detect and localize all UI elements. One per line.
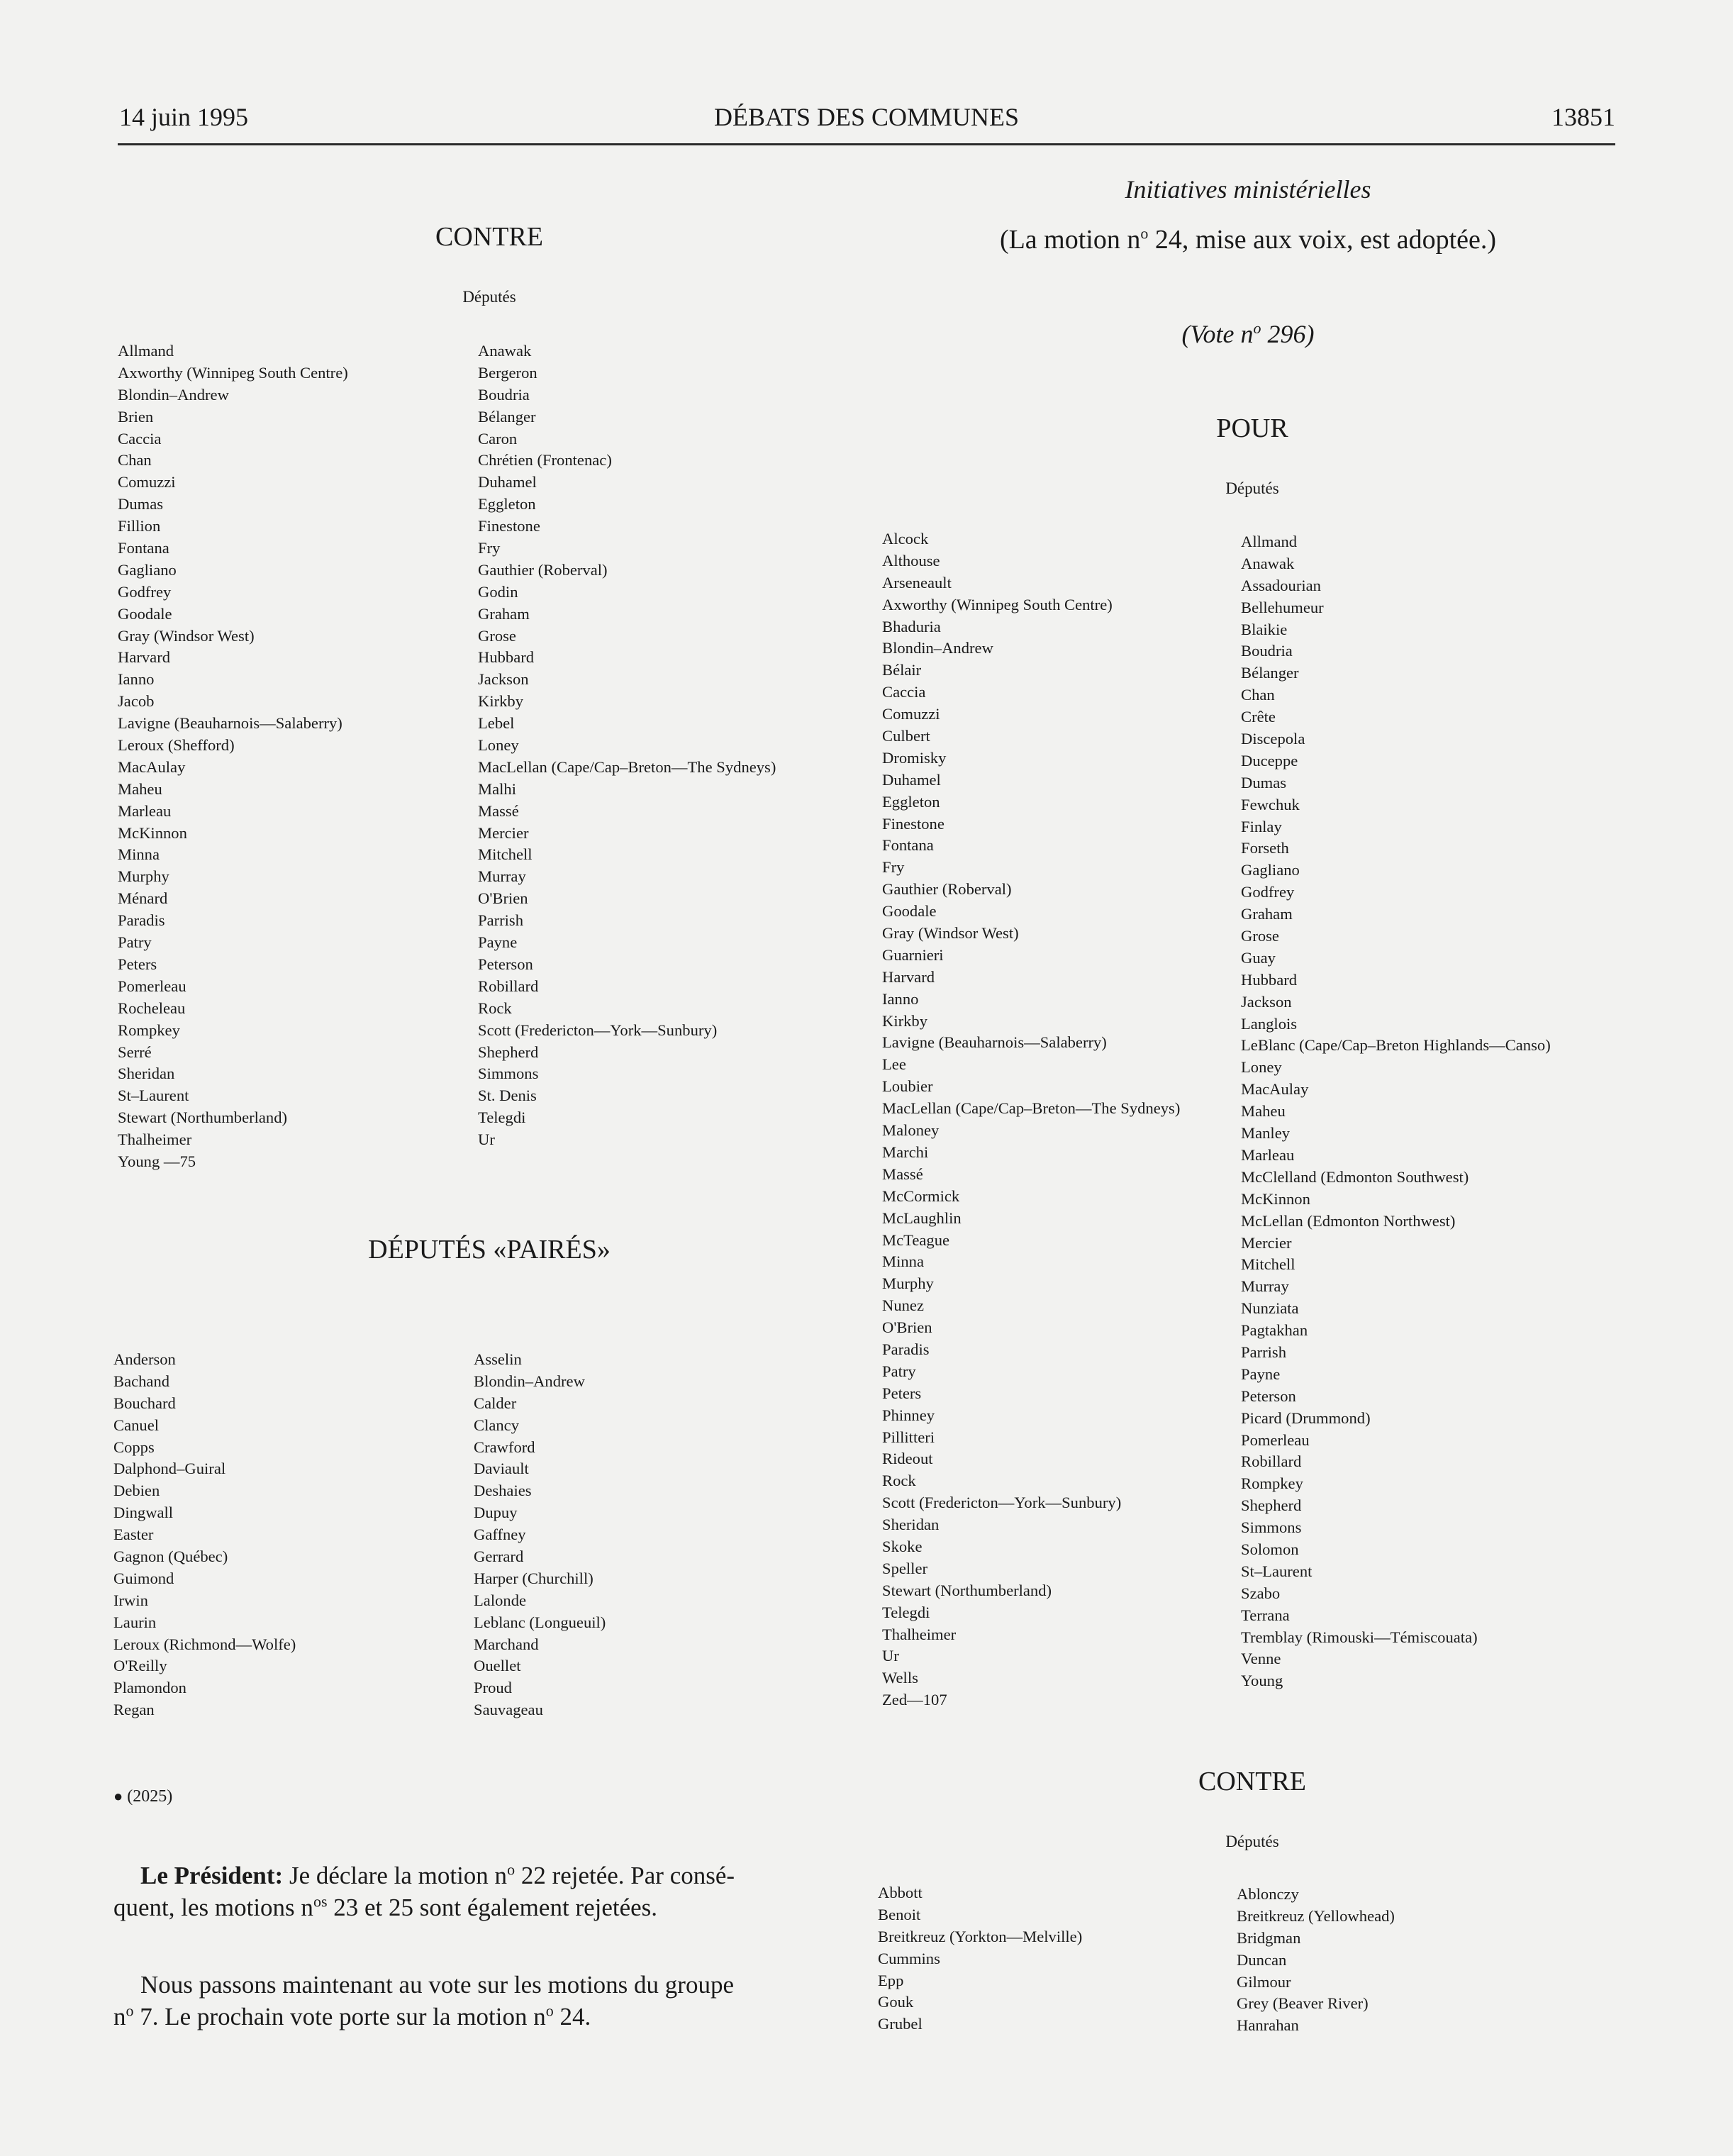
member-name: Bhaduria [882,617,941,635]
member-name: Debien [113,1482,160,1500]
member-name: Mitchell [1241,1255,1295,1274]
member-name: Rocheleau [118,999,186,1017]
president-text: Nous passons maintenant au vote sur les motions du groupe [140,1971,734,1999]
member-name: Chan [1241,686,1275,704]
member-name: Loney [478,736,519,755]
page-date: 14 juin 1995 [119,103,249,131]
member-name: Duhamel [882,770,941,789]
member-name: Harvard [118,648,171,667]
member-name: Young [1241,1672,1283,1690]
contre-subheading: Députés [462,288,516,306]
member-name: Ouellet [474,1657,521,1675]
member-name: Mercier [478,823,529,842]
member-name: Leblanc (Longueuil) [474,1613,606,1631]
member-name: Shepherd [478,1043,539,1061]
member-name: Jackson [1241,992,1292,1011]
member-name: O'Brien [478,889,528,908]
member-name: Comuzzi [118,473,176,491]
member-name: Ur [882,1647,899,1665]
contre-list-col2 [478,340,776,1151]
member-name: Caccia [118,429,162,448]
member-name: Chan [118,451,152,469]
member-name: Irwin [113,1591,148,1609]
member-name: Deshaies [474,1482,532,1500]
member-name: Boudria [478,385,530,404]
member-name: Minna [882,1252,924,1271]
president-text: 7. Le prochain vote porte sur la motion n [133,2003,546,2030]
member-name: Murphy [882,1274,934,1293]
right-contre-list-col1 [878,1882,1082,2035]
member-name: Rock [478,999,512,1017]
member-name: Goodale [118,604,172,623]
member-name: Scott (Fredericton—York—Sunbury) [478,1021,718,1039]
member-name: Young —75 [118,1152,196,1170]
pour-list-col1 [882,528,1180,1711]
member-name: Ur [478,1130,495,1149]
member-name: Peterson [478,955,533,973]
member-name: Rompkey [1241,1474,1303,1493]
member-name: Bouchard [113,1394,176,1412]
vote-text: 296) [1261,320,1315,348]
member-name: St–Laurent [118,1087,189,1105]
member-name: St–Laurent [1241,1562,1313,1580]
member-name: Gouk [878,1993,914,2011]
member-name: Sheridan [882,1516,940,1534]
vote-text: (Vote n [1181,320,1254,348]
member-name: Finestone [478,517,540,535]
president-text: Je déclare la motion n [289,1862,508,1889]
member-name: Dupuy [474,1504,518,1522]
member-name: Godin [478,582,518,601]
member-name: Lalonde [474,1591,527,1609]
member-name: Patry [118,933,152,952]
member-name: Discepola [1241,730,1305,748]
superscript: o [1140,224,1149,243]
member-name: Bélair [882,661,922,679]
member-name: Pomerleau [118,977,186,995]
member-name: Kirkby [882,1011,928,1030]
president-paragraph-1 [113,1860,851,1923]
member-name: Parrish [1241,1343,1287,1361]
member-name: Szabo [1241,1584,1281,1602]
member-name: Serré [118,1043,152,1061]
member-name: McLaughlin [882,1208,962,1227]
member-name: Guay [1241,948,1276,967]
member-name: Alcock [882,530,929,548]
member-name: Chrétien (Frontenac) [478,451,612,469]
member-name: Speller [882,1559,927,1577]
member-name: Telegdi [478,1108,526,1127]
member-name: Bélanger [478,407,536,426]
member-name: Ménard [118,889,168,908]
member-name: Gagliano [1241,861,1300,879]
member-name: Marleau [118,801,172,820]
member-name: Pagtakhan [1241,1321,1308,1340]
superscript: o [545,2001,554,2020]
member-name: Shepherd [1241,1496,1302,1515]
member-name: Finestone [882,814,944,833]
superscript: o [1253,319,1261,337]
member-name: Eggleton [478,495,536,513]
member-name: Anawak [478,342,532,360]
member-name: Murray [1241,1277,1289,1296]
member-name: Grey (Beaver River) [1237,1994,1369,2013]
paires-list-col2 [474,1349,606,1721]
member-name: Peterson [1241,1387,1296,1405]
member-name: Marchi [882,1143,929,1161]
member-name: Dingwall [113,1504,174,1522]
member-name: Eggleton [882,792,940,811]
member-name: Lebel [478,714,515,733]
member-name: Sauvageau [474,1701,543,1719]
member-name: Caron [478,429,518,448]
bullet-icon: ● [113,1787,123,1805]
member-name: Caccia [882,683,926,701]
section-title: Initiatives ministérielles [1125,175,1371,204]
member-name: Dumas [118,495,164,513]
member-name: Gauthier (Roberval) [882,880,1012,899]
member-name: McKinnon [1241,1189,1310,1208]
member-name: Patry [882,1362,916,1380]
superscript: o [126,2001,134,2020]
president-text: quent, les motions n [113,1894,313,1921]
member-name: Gagliano [118,560,177,579]
member-name: Goodale [882,902,937,921]
member-name: Hubbard [478,648,535,667]
member-name: Telegdi [882,1603,930,1621]
member-name: Hubbard [1241,970,1298,989]
member-name: Murphy [118,867,169,886]
member-name: Dumas [1241,773,1287,791]
member-name: Tremblay (Rimouski—Témiscouata) [1241,1628,1478,1646]
member-name: Godfrey [1241,883,1295,901]
member-name: Gray (Windsor West) [118,626,255,645]
member-name: Maheu [1241,1102,1286,1121]
member-name: Fillion [118,517,161,535]
member-name: Mercier [1241,1233,1292,1252]
member-name: MacLellan (Cape/Cap–Breton—The Sydneys) [882,1099,1181,1118]
member-name: O'Brien [882,1318,932,1337]
member-name: Jackson [478,670,529,689]
member-name: Maheu [118,779,162,798]
member-name: Marleau [1241,1145,1295,1164]
president-text: n [113,2003,126,2030]
member-name: Venne [1241,1650,1281,1668]
member-name: Crawford [474,1438,535,1456]
member-name: Assadourian [1241,576,1321,594]
member-name: Parrish [478,911,524,930]
member-name: Paradis [118,911,165,930]
member-name: Fewchuk [1241,795,1300,813]
member-name: Fry [882,858,905,877]
member-name: Cummins [878,1949,940,1967]
member-name: Leroux (Shefford) [118,736,235,755]
right-contre-heading: CONTRE [1198,1767,1306,1796]
member-name: Leroux (Richmond—Wolfe) [113,1635,296,1653]
member-name: Axworthy (Winnipeg South Centre) [882,595,1113,613]
member-name: Blondin–Andrew [882,639,993,657]
member-name: McKinnon [118,823,187,842]
member-name: Lee [882,1055,906,1074]
member-name: Canuel [113,1416,159,1434]
member-name: Guimond [113,1569,174,1587]
member-name: Bélanger [1241,664,1299,682]
member-name: Epp [878,1971,904,1989]
member-name: Blaikie [1241,620,1288,638]
member-name: Peters [118,955,157,973]
member-name: Laurin [113,1613,157,1631]
member-name: Minna [118,845,160,864]
member-name: McTeague [882,1230,950,1249]
member-name: Malhi [478,779,516,798]
member-name: MacAulay [1241,1080,1309,1099]
member-name: Marchand [474,1635,539,1653]
member-name: Scott (Fredericton—York—Sunbury) [882,1494,1122,1512]
contre-list-col1 [118,340,348,1173]
member-name: Pillitteri [882,1428,935,1446]
member-name: Ianno [118,670,155,689]
member-name: Regan [113,1701,155,1719]
member-name: Fontana [882,836,934,855]
member-name: MacLellan (Cape/Cap–Breton—The Sydneys) [478,757,776,776]
member-name: Skoke [882,1537,923,1555]
member-name: Ianno [882,989,919,1008]
member-name: Gagnon (Québec) [113,1547,228,1566]
member-name: Lavigne (Beauharnois—Salaberry) [882,1033,1107,1052]
member-name: Bachand [113,1372,170,1390]
member-name: Stewart (Northumberland) [118,1108,288,1127]
pour-heading: POUR [1216,413,1288,443]
member-name: Mitchell [478,845,533,864]
contre-heading: CONTRE [435,222,543,252]
member-name: Comuzzi [882,705,940,723]
member-name: Rompkey [118,1021,180,1039]
timestamp [113,1787,172,1806]
member-name: Daviault [474,1460,529,1478]
member-name: Loubier [882,1077,933,1096]
member-name: Godfrey [118,582,172,601]
member-name: Gray (Windsor West) [882,924,1019,943]
member-name: Duhamel [478,473,537,491]
member-name: Massé [478,801,519,820]
member-name: Zed—107 [882,1691,947,1709]
member-name: Nunez [882,1296,924,1315]
member-name: Phinney [882,1406,935,1424]
member-name: Boudria [1241,642,1293,660]
member-name: Calder [474,1394,517,1412]
member-name: Peters [882,1384,922,1402]
right-contre-subheading: Députés [1225,1833,1279,1850]
member-name: St. Denis [478,1087,537,1105]
member-name: Bridgman [1237,1928,1301,1947]
member-name: Thalheimer [118,1130,192,1149]
member-name: Anderson [113,1350,176,1368]
member-name: Paradis [882,1340,930,1358]
member-name: Fontana [118,539,169,557]
member-name: Axworthy (Winnipeg South Centre) [118,363,348,382]
member-name: Robillard [478,977,539,995]
member-name: Crête [1241,708,1276,726]
member-name: Picard (Drummond) [1241,1408,1371,1427]
member-name: Guarnieri [882,945,944,964]
member-name: Gerrard [474,1547,524,1566]
member-name: Harvard [882,967,935,986]
timestamp-text: (2025) [127,1787,173,1806]
member-name: Allmand [118,342,174,360]
member-name: Harper (Churchill) [474,1569,594,1587]
motion-text: (La motion n [999,225,1141,255]
paires-heading: DÉPUTÉS «PAIRÉS» [368,1235,611,1265]
member-name: Loney [1241,1058,1282,1077]
superscript: os [313,1892,328,1911]
member-name: Wells [882,1669,918,1687]
member-name: Rock [882,1472,916,1490]
member-name: McClelland (Edmonton Southwest) [1241,1167,1469,1186]
member-name: Clancy [474,1416,519,1434]
member-name: Payne [478,933,518,952]
member-name: Duncan [1237,1950,1287,1969]
member-name: Sheridan [118,1065,175,1083]
member-name: Nunziata [1241,1299,1299,1318]
member-name: Massé [882,1165,923,1183]
vote-number [879,319,1617,349]
member-name: Lavigne (Beauharnois—Salaberry) [118,714,342,733]
member-name: Graham [478,604,530,623]
page-number: 13851 [1551,103,1615,131]
president-paragraph-2 [113,1969,851,2033]
superscript: o [507,1860,516,1879]
member-name: Finlay [1241,817,1282,835]
header-rule [118,143,1615,145]
member-name: Payne [1241,1365,1281,1383]
member-name: Bergeron [478,363,537,382]
member-name: Simmons [1241,1518,1302,1537]
member-name: McCormick [882,1187,960,1205]
speaker-label: Le Président: [140,1862,284,1889]
member-name: Breitkreuz (Yorkton—Melville) [878,1927,1083,1945]
member-name: Solomon [1241,1540,1299,1558]
pour-list-col2 [1241,531,1551,1692]
member-name: Ablonczy [1237,1885,1299,1903]
member-name: LeBlanc (Cape/Cap–Breton Highlands—Canso) [1241,1036,1551,1055]
member-name: Forseth [1241,839,1289,857]
member-name: Dromisky [882,748,947,767]
member-name: Hanrahan [1237,2016,1299,2035]
member-name: Bellehumeur [1241,598,1324,616]
member-name: Gilmour [1237,1972,1291,1991]
member-name: Grubel [878,2015,923,2033]
member-name: Simmons [478,1065,539,1083]
member-name: Blondin–Andrew [474,1372,585,1390]
motion-result [879,224,1617,255]
member-name: Althouse [882,551,940,569]
page-title: DÉBATS DES COMMUNES [713,103,1020,131]
member-name: Terrana [1241,1606,1290,1624]
member-name: Rideout [882,1450,933,1468]
member-name: McLellan (Edmonton Northwest) [1241,1211,1456,1230]
member-name: Copps [113,1438,155,1456]
member-name: Benoit [878,1905,921,1923]
member-name: Allmand [1241,533,1298,550]
member-name: O'Reilly [113,1657,167,1675]
member-name: Robillard [1241,1452,1302,1471]
member-name: Breitkreuz (Yellowhead) [1237,1906,1395,1925]
member-name: Asselin [474,1350,522,1368]
member-name: Blondin–Andrew [118,385,229,404]
member-name: Easter [113,1526,154,1544]
right-contre-list-col2 [1237,1884,1395,2037]
president-text: 24. [553,2003,591,2030]
member-name: Fry [478,539,501,557]
member-name: Gaffney [474,1526,526,1544]
member-name: Brien [118,407,154,426]
member-name: Arseneault [882,573,952,591]
member-name: Plamondon [113,1679,186,1697]
member-name: Dalphond–Guiral [113,1460,226,1478]
member-name: Pomerleau [1241,1430,1310,1449]
member-name: Anawak [1241,554,1295,572]
member-name: MacAulay [118,757,186,776]
motion-text: 24, mise aux voix, est adoptée.) [1148,225,1497,255]
member-name: Thalheimer [882,1625,957,1643]
member-name: Graham [1241,905,1293,923]
president-text: 23 et 25 sont également rejetées. [327,1894,658,1921]
member-name: Stewart (Northumberland) [882,1581,1052,1599]
member-name: Proud [474,1679,512,1697]
member-name: Murray [478,867,526,886]
member-name: Culbert [882,727,930,745]
member-name: Jacob [118,692,155,711]
member-name: Kirkby [478,692,524,711]
member-name: Abbott [878,1884,923,1901]
member-name: Maloney [882,1121,940,1140]
member-name: Gauthier (Roberval) [478,560,608,579]
paires-list-col1 [113,1349,296,1721]
member-name: Grose [478,626,516,645]
member-name: Duceppe [1241,751,1298,769]
president-text: 22 rejetée. Par consé- [515,1862,735,1889]
member-name: Langlois [1241,1014,1298,1033]
pour-subheading: Députés [1225,479,1279,497]
member-name: Grose [1241,927,1279,945]
member-name: Manley [1241,1124,1291,1143]
